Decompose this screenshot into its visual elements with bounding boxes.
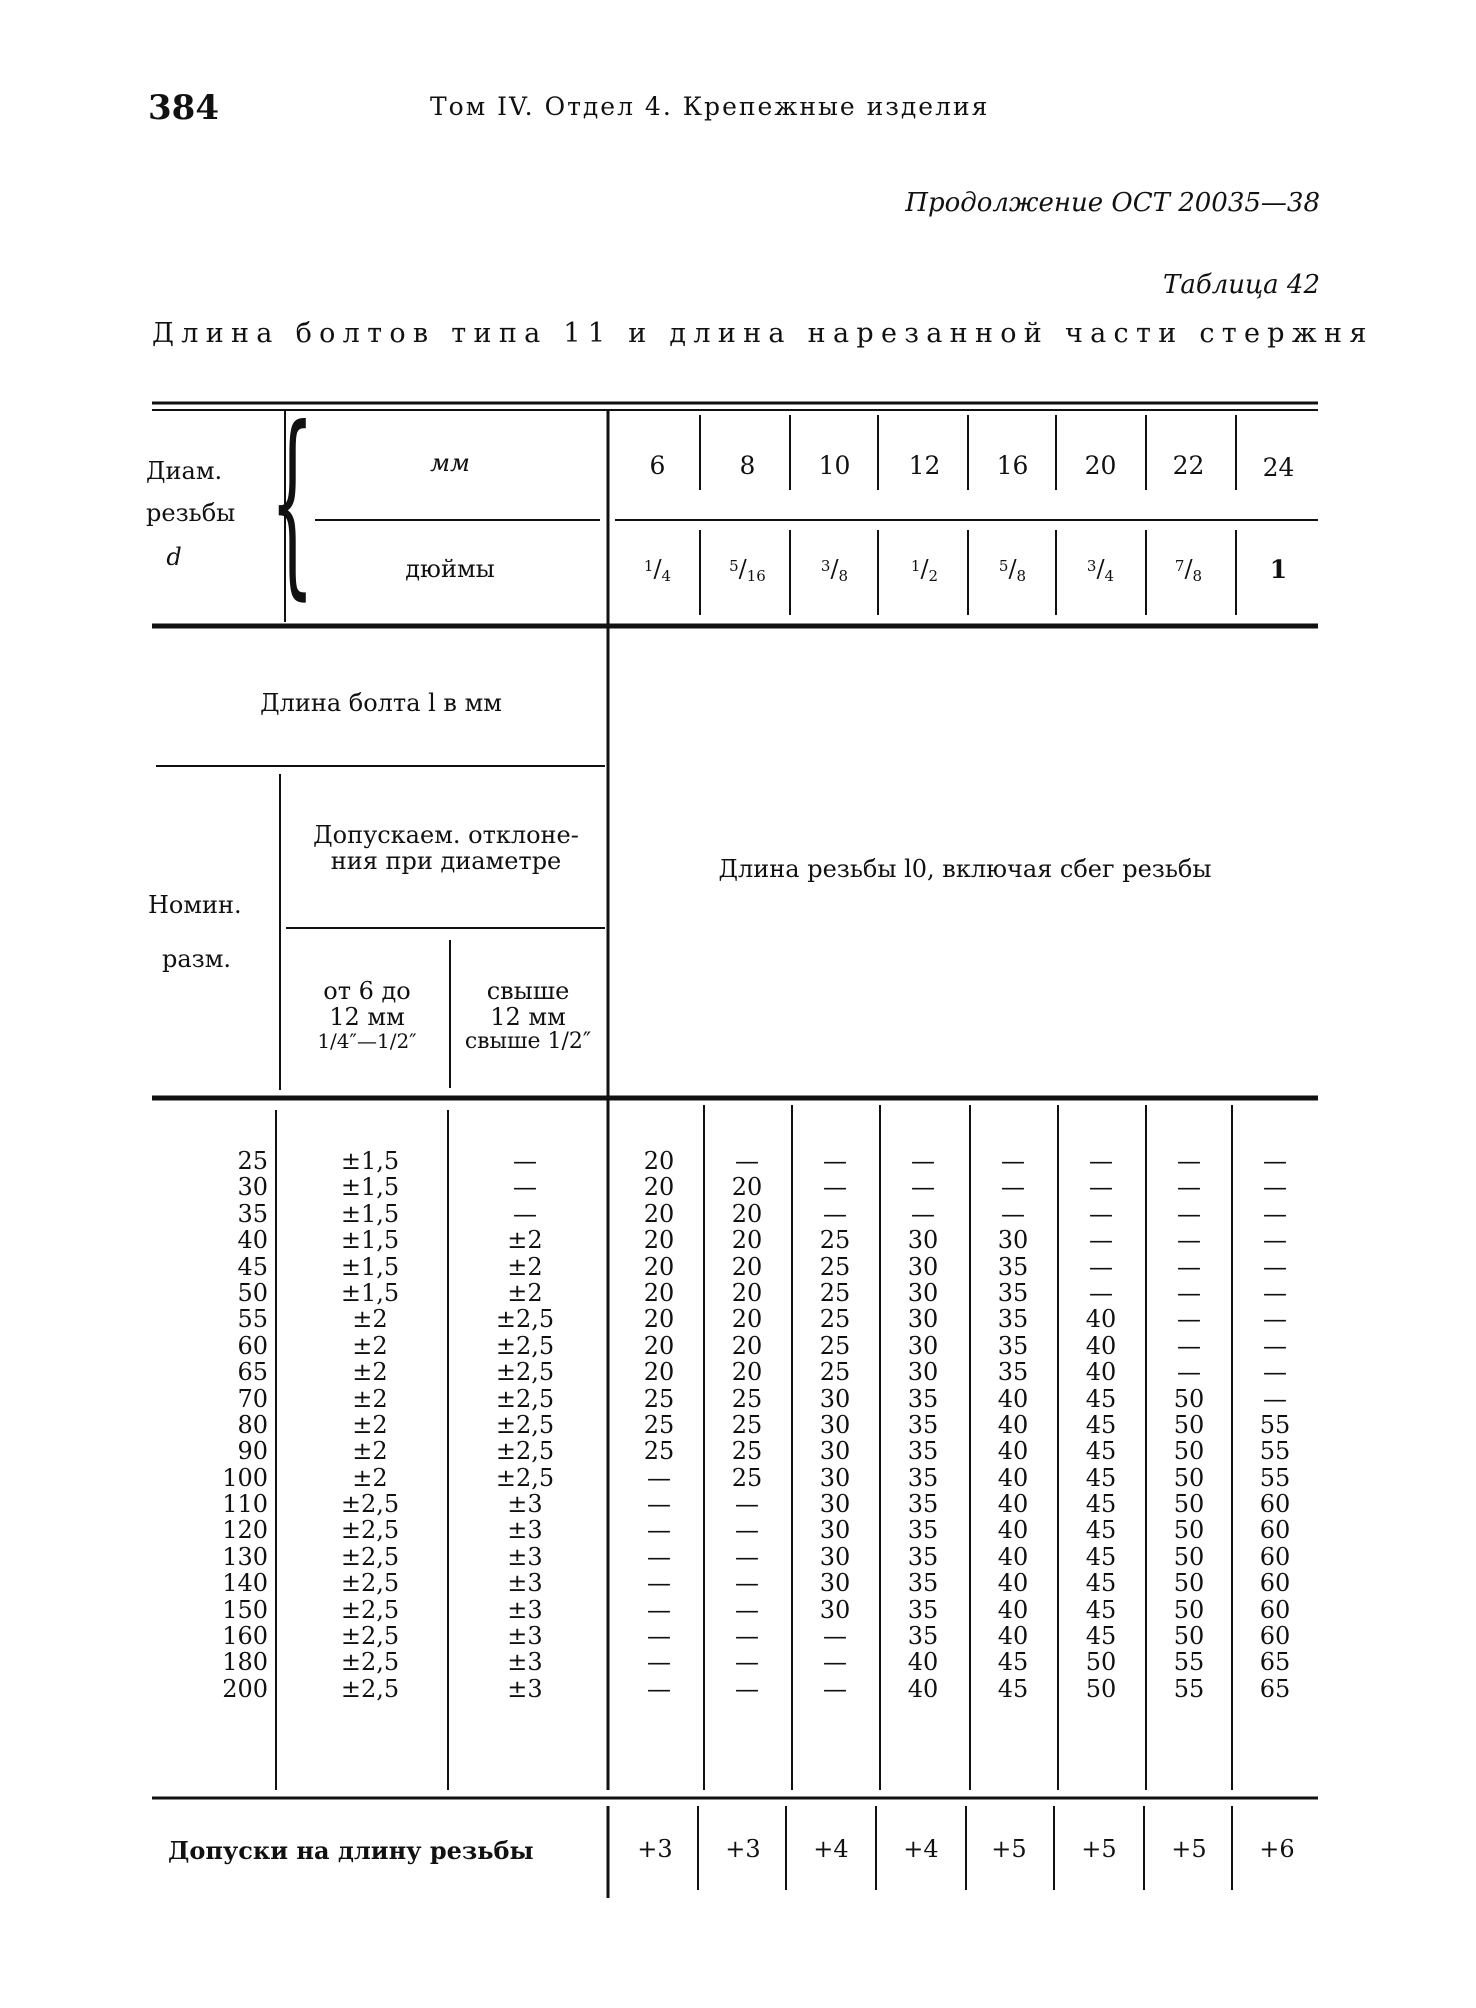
- table-cell: 20: [643, 1305, 675, 1334]
- table-cell: 40: [907, 1674, 939, 1703]
- table-cell: ±1,5: [340, 1199, 400, 1228]
- table-cell: 40: [1085, 1358, 1117, 1387]
- table-cell: 20: [731, 1226, 763, 1255]
- table-cell: —: [735, 1648, 759, 1677]
- table-cell: 40: [907, 1648, 939, 1677]
- table-cell: —: [1263, 1199, 1287, 1228]
- table-cell: ±2,5: [495, 1331, 555, 1360]
- table-cell: 20: [643, 1252, 675, 1281]
- table-cell: 50: [1173, 1622, 1205, 1651]
- column-d6: [618, 1148, 700, 1702]
- table-cell: 50: [1173, 1595, 1205, 1624]
- column-d22: [1148, 1148, 1230, 1702]
- table-cell: 40: [237, 1226, 268, 1255]
- inch-value: $^3/_8$: [820, 555, 849, 585]
- table-cell: —: [1177, 1173, 1201, 1202]
- nominal-label-1: Номин.: [148, 891, 242, 919]
- page-number: 384: [148, 88, 219, 128]
- column-d8: [706, 1148, 788, 1702]
- table-cell: ±2: [507, 1278, 543, 1307]
- table-cell: 25: [819, 1331, 851, 1360]
- table-cell: 35: [907, 1516, 939, 1545]
- table-cell: 25: [643, 1437, 675, 1466]
- table-cell: —: [647, 1595, 671, 1624]
- table-cell: 35: [907, 1490, 939, 1519]
- table-cell: 35: [907, 1595, 939, 1624]
- table-cell: 30: [819, 1384, 851, 1413]
- table-cell: —: [735, 1595, 759, 1624]
- table-cell: 65: [1259, 1674, 1291, 1703]
- table-cell: —: [911, 1173, 935, 1202]
- table-cell: 30: [819, 1516, 851, 1545]
- table-cell: 30: [819, 1490, 851, 1519]
- table-cell: 45: [1085, 1542, 1117, 1571]
- table-cell: 35: [997, 1331, 1029, 1360]
- table-number: Таблица 42: [1162, 270, 1320, 300]
- inch-value: $^1/_4$: [643, 555, 672, 585]
- table-cell: —: [1177, 1252, 1201, 1281]
- table-cell: 45: [1085, 1569, 1117, 1598]
- table-cell: ±1,5: [340, 1173, 400, 1202]
- table-cell: —: [647, 1674, 671, 1703]
- table-cell: 30: [819, 1437, 851, 1466]
- table-cell: 150: [222, 1595, 268, 1624]
- table-cell: 30: [819, 1463, 851, 1492]
- table-cell: ±2: [352, 1384, 388, 1413]
- table-cell: 30: [907, 1358, 939, 1387]
- table-cell: ±1,5: [340, 1226, 400, 1255]
- table-cell: 45: [1085, 1463, 1117, 1492]
- table-cell: 45: [1085, 1437, 1117, 1466]
- table-cell: 40: [1085, 1305, 1117, 1334]
- sub2-line1: свыше: [486, 977, 570, 1005]
- curly-brace-icon: {: [270, 385, 315, 618]
- table-cell: ±2,5: [495, 1463, 555, 1492]
- table-cell: 35: [907, 1542, 939, 1571]
- column-d10: [794, 1148, 876, 1702]
- table-cell: 30: [907, 1226, 939, 1255]
- table-cell: ±2,5: [340, 1569, 400, 1598]
- table-cell: —: [647, 1516, 671, 1545]
- nominal-label-2: разм.: [162, 945, 232, 973]
- table-cell: 30: [237, 1173, 268, 1202]
- table-cell: 130: [222, 1542, 268, 1571]
- table-cell: 110: [222, 1490, 268, 1519]
- table-cell: —: [647, 1463, 671, 1492]
- table-cell: 45: [997, 1648, 1029, 1677]
- table-cell: —: [823, 1622, 847, 1651]
- table-cell: 20: [731, 1305, 763, 1334]
- table-cell: 35: [907, 1569, 939, 1598]
- table-cell: —: [1263, 1226, 1287, 1255]
- table-cell: 35: [997, 1278, 1029, 1307]
- footer-value: +3: [725, 1835, 761, 1863]
- table-cell: ±2: [507, 1252, 543, 1281]
- table-cell: 30: [819, 1542, 851, 1571]
- inch-value: $^5/_{16}$: [729, 555, 766, 585]
- column-d24: [1234, 1148, 1316, 1702]
- table-cell: ±2,5: [340, 1595, 400, 1624]
- table-cell: 90: [237, 1437, 268, 1466]
- mm-value: 8: [739, 451, 756, 480]
- table-cell: 60: [1259, 1595, 1291, 1624]
- table-cell: —: [735, 1542, 759, 1571]
- table-cell: ±3: [507, 1490, 543, 1519]
- table-cell: 40: [997, 1437, 1029, 1466]
- table-cell: —: [1177, 1199, 1201, 1228]
- table-cell: —: [513, 1173, 537, 1202]
- footer-value: +5: [1171, 1835, 1207, 1863]
- table-cell: 50: [1173, 1490, 1205, 1519]
- table-cell: 45: [1085, 1516, 1117, 1545]
- inch-value: $^7/_8$: [1174, 555, 1203, 585]
- table-cell: 45: [997, 1674, 1029, 1703]
- table-cell: ±1,5: [340, 1147, 400, 1175]
- table-cell: ±2,5: [495, 1305, 555, 1334]
- table-cell: —: [1089, 1173, 1113, 1202]
- table-cell: ±2,5: [495, 1358, 555, 1387]
- table-cell: 55: [1259, 1437, 1291, 1466]
- table-cell: 25: [731, 1463, 763, 1492]
- mm-value: 10: [818, 451, 851, 480]
- table-cell: ±2,5: [340, 1490, 400, 1519]
- table-cell: —: [1177, 1358, 1201, 1387]
- table-cell: —: [513, 1199, 537, 1228]
- table-cell: 55: [1259, 1463, 1291, 1492]
- table-cell: 55: [1259, 1410, 1291, 1439]
- table-cell: 30: [819, 1410, 851, 1439]
- table-cell: —: [735, 1622, 759, 1651]
- footer-value: +5: [991, 1835, 1027, 1863]
- column-d20: [1060, 1148, 1142, 1702]
- table-cell: 60: [1259, 1542, 1291, 1571]
- table-cell: —: [1263, 1252, 1287, 1281]
- table-cell: —: [823, 1173, 847, 1202]
- table-cell: —: [735, 1674, 759, 1703]
- table-cell: 60: [1259, 1569, 1291, 1598]
- table-cell: —: [1177, 1226, 1201, 1255]
- table-cell: 30: [997, 1226, 1029, 1255]
- table-cell: 80: [237, 1410, 268, 1439]
- table-cell: ±2,5: [495, 1384, 555, 1413]
- table-cell: 160: [222, 1622, 268, 1651]
- table-cell: 20: [731, 1331, 763, 1360]
- table-cell: 25: [819, 1226, 851, 1255]
- sub1-line3: 1/4″—1/2″: [317, 1029, 417, 1053]
- table-cell: ±1,5: [340, 1278, 400, 1307]
- table-cell: 45: [1085, 1410, 1117, 1439]
- table-cell: ±2: [352, 1410, 388, 1439]
- table-cell: —: [1001, 1199, 1025, 1228]
- table-cell: 40: [997, 1490, 1029, 1519]
- mm-value: 16: [996, 451, 1029, 480]
- table-cell: —: [1263, 1278, 1287, 1307]
- table-cell: ±2,5: [340, 1516, 400, 1545]
- table-cell: 65: [237, 1358, 268, 1387]
- table-cell: 35: [997, 1358, 1029, 1387]
- table-cell: ±3: [507, 1569, 543, 1598]
- table-cell: 30: [907, 1305, 939, 1334]
- table-cell: ±2,5: [340, 1674, 400, 1703]
- table-cell: ±2,5: [495, 1437, 555, 1466]
- table-cell: 20: [643, 1226, 675, 1255]
- table-cell: ±2: [507, 1226, 543, 1255]
- table-cell: —: [1089, 1252, 1113, 1281]
- table-cell: 25: [731, 1437, 763, 1466]
- table-cell: 30: [819, 1595, 851, 1624]
- table-cell: 55: [237, 1305, 268, 1334]
- table-cell: 70: [237, 1384, 268, 1413]
- table-cell: 25: [819, 1252, 851, 1281]
- table-cell: ±2,5: [340, 1542, 400, 1571]
- table-cell: ±2,5: [340, 1648, 400, 1677]
- table-cell: —: [823, 1199, 847, 1228]
- table-cell: —: [1089, 1226, 1113, 1255]
- table-cell: 60: [1259, 1622, 1291, 1651]
- table-cell: 20: [731, 1278, 763, 1307]
- table-cell: 35: [907, 1384, 939, 1413]
- table-cell: 55: [1173, 1648, 1205, 1677]
- table-cell: 30: [819, 1569, 851, 1598]
- running-title: Том IV. Отдел 4. Крепежные изделия: [430, 92, 990, 121]
- table-cell: 50: [1085, 1648, 1117, 1677]
- table-cell: 50: [1173, 1437, 1205, 1466]
- table-cell: 25: [819, 1278, 851, 1307]
- table-cell: 20: [643, 1358, 675, 1387]
- table-cell: 50: [1173, 1384, 1205, 1413]
- table-cell: —: [513, 1147, 537, 1175]
- table-title: Длина болтов типа 11 и длина нарезанной части стержня: [152, 318, 1374, 349]
- table-cell: 50: [1173, 1463, 1205, 1492]
- table-cell: 45: [1085, 1384, 1117, 1413]
- table-cell: —: [647, 1569, 671, 1598]
- table-cell: —: [1001, 1147, 1025, 1175]
- mm-value: 6: [649, 451, 666, 480]
- table-cell: 60: [1259, 1490, 1291, 1519]
- table-cell: ±3: [507, 1622, 543, 1651]
- table-cell: 60: [1259, 1516, 1291, 1545]
- table-cell: —: [1001, 1173, 1025, 1202]
- footer-label: Допуски на длину резьбы: [168, 1836, 534, 1865]
- table-cell: 45: [1085, 1595, 1117, 1624]
- table-cell: 30: [907, 1331, 939, 1360]
- table-cell: 25: [643, 1384, 675, 1413]
- mm-value: 12: [908, 451, 941, 480]
- table-cell: —: [735, 1147, 759, 1175]
- table-cell: 40: [997, 1410, 1029, 1439]
- table-cell: ±2: [352, 1331, 388, 1360]
- table-cell: —: [1263, 1173, 1287, 1202]
- footer-value: +4: [903, 1835, 939, 1863]
- table-cell: 35: [997, 1252, 1029, 1281]
- table-cell: 40: [997, 1384, 1029, 1413]
- table-cell: 20: [731, 1173, 763, 1202]
- inch-value: $^3/_4$: [1086, 555, 1115, 585]
- table-cell: ±3: [507, 1542, 543, 1571]
- mm-value: 24: [1262, 453, 1295, 482]
- column-tol-large: [460, 1148, 590, 1702]
- diam-label-2: резьбы: [146, 499, 236, 527]
- table-cell: —: [1089, 1278, 1113, 1307]
- table-cell: 120: [222, 1516, 268, 1545]
- table-cell: —: [823, 1674, 847, 1703]
- inch-label: дюймы: [405, 555, 495, 583]
- inch-value: $^5/_8$: [998, 555, 1027, 585]
- footer-value: +3: [637, 1835, 673, 1863]
- table-cell: ±2,5: [340, 1622, 400, 1651]
- table-cell: 45: [1085, 1490, 1117, 1519]
- table-cell: —: [1177, 1278, 1201, 1307]
- table-cell: ±1,5: [340, 1252, 400, 1281]
- table-cell: 20: [643, 1173, 675, 1202]
- table-cell: —: [1263, 1147, 1287, 1175]
- table-cell: 35: [907, 1437, 939, 1466]
- table-cell: —: [647, 1542, 671, 1571]
- sub2-line2: 12 мм: [490, 1003, 566, 1031]
- table-cell: —: [823, 1147, 847, 1175]
- table-cell: —: [1263, 1305, 1287, 1334]
- table-cell: —: [735, 1516, 759, 1545]
- mm-label: мм: [430, 449, 470, 477]
- table-cell: 40: [997, 1542, 1029, 1571]
- table-cell: 45: [237, 1252, 268, 1281]
- table-cell: 140: [222, 1569, 268, 1598]
- table-cell: 50: [1173, 1542, 1205, 1571]
- table-cell: 55: [1173, 1674, 1205, 1703]
- table-cell: 35: [997, 1305, 1029, 1334]
- table-cell: 25: [237, 1147, 268, 1175]
- table-cell: —: [1263, 1358, 1287, 1387]
- table-cell: —: [1089, 1147, 1113, 1175]
- table-cell: 200: [222, 1674, 268, 1703]
- table-cell: ±2: [352, 1358, 388, 1387]
- continuation-note: Продолжение ОСТ 20035—38: [905, 188, 1320, 218]
- table-cell: 25: [643, 1410, 675, 1439]
- sub2-line3: свыше 1/2″: [464, 1029, 592, 1054]
- table-cell: —: [1089, 1199, 1113, 1228]
- table-cell: ±3: [507, 1648, 543, 1677]
- table-cell: 20: [731, 1252, 763, 1281]
- table-cell: —: [1177, 1305, 1201, 1334]
- table-cell: —: [911, 1147, 935, 1175]
- table-cell: 30: [907, 1252, 939, 1281]
- table-cell: 35: [907, 1463, 939, 1492]
- table-cell: 25: [819, 1305, 851, 1334]
- column-tol-small: [300, 1148, 440, 1702]
- table-cell: 35: [907, 1410, 939, 1439]
- table-cell: 50: [1173, 1410, 1205, 1439]
- table-cell: ±2,5: [495, 1410, 555, 1439]
- mm-value: 20: [1084, 451, 1117, 480]
- table-cell: ±2: [352, 1463, 388, 1492]
- table-cell: 20: [643, 1331, 675, 1360]
- table-cell: 35: [907, 1622, 939, 1651]
- table-cell: —: [1177, 1147, 1201, 1175]
- table-cell: 40: [997, 1569, 1029, 1598]
- inch-value: $^1/_2$: [910, 555, 939, 585]
- table-cell: 35: [237, 1199, 268, 1228]
- table-cell: 25: [731, 1410, 763, 1439]
- table-cell: 20: [643, 1278, 675, 1307]
- table-cell: —: [647, 1622, 671, 1651]
- footer-value: +4: [813, 1835, 849, 1863]
- table-cell: —: [911, 1199, 935, 1228]
- tolerance-label: Допускаем. отклоне-ния при диаметре: [313, 821, 579, 876]
- table-cell: —: [735, 1569, 759, 1598]
- footer-value: +5: [1081, 1835, 1117, 1863]
- table-cell: 20: [643, 1147, 675, 1175]
- footer-value: +6: [1259, 1835, 1295, 1863]
- table-cell: —: [1177, 1331, 1201, 1360]
- column-d12: [882, 1148, 964, 1702]
- table-cell: —: [1263, 1384, 1287, 1413]
- diam-label-1: Диам.: [146, 457, 223, 485]
- table-cell: ±2: [352, 1305, 388, 1334]
- sub1-line1: от 6 до: [323, 977, 411, 1005]
- table-cell: 20: [643, 1199, 675, 1228]
- table-cell: 65: [1259, 1648, 1291, 1677]
- table-cell: 50: [1173, 1516, 1205, 1545]
- mm-value: 22: [1172, 451, 1205, 480]
- table-cell: —: [647, 1490, 671, 1519]
- bolt-length-label: Длина болта l в мм: [260, 689, 502, 717]
- table-cell: 25: [731, 1384, 763, 1413]
- table-cell: 40: [997, 1516, 1029, 1545]
- table-cell: 60: [237, 1331, 268, 1360]
- sub1-line2: 12 мм: [329, 1003, 405, 1031]
- table-cell: ±3: [507, 1595, 543, 1624]
- thread-length-label: Длина резьбы l0, включая сбег резьбы: [718, 855, 1212, 883]
- column-d16: [972, 1148, 1054, 1702]
- table-cell: 40: [997, 1595, 1029, 1624]
- column-nominal: [176, 1148, 268, 1702]
- table-cell: 180: [222, 1648, 268, 1677]
- table-cell: ±3: [507, 1516, 543, 1545]
- table-cell: 100: [222, 1463, 268, 1492]
- table-cell: —: [823, 1648, 847, 1677]
- table-cell: ±2: [352, 1437, 388, 1466]
- table-cell: —: [735, 1490, 759, 1519]
- table-cell: 50: [237, 1278, 268, 1307]
- table-cell: 40: [1085, 1331, 1117, 1360]
- table-cell: ±3: [507, 1674, 543, 1703]
- table-cell: 30: [907, 1278, 939, 1307]
- inch-value: 1: [1269, 555, 1288, 584]
- table-cell: 20: [731, 1358, 763, 1387]
- table-cell: 40: [997, 1463, 1029, 1492]
- table-cell: 40: [997, 1622, 1029, 1651]
- table-cell: 50: [1173, 1569, 1205, 1598]
- table-cell: 50: [1085, 1674, 1117, 1703]
- table-cell: 25: [819, 1358, 851, 1387]
- table-cell: 45: [1085, 1622, 1117, 1651]
- table-cell: 20: [731, 1199, 763, 1228]
- table-cell: —: [647, 1648, 671, 1677]
- diam-label-3: d: [166, 543, 182, 571]
- table-cell: —: [1263, 1331, 1287, 1360]
